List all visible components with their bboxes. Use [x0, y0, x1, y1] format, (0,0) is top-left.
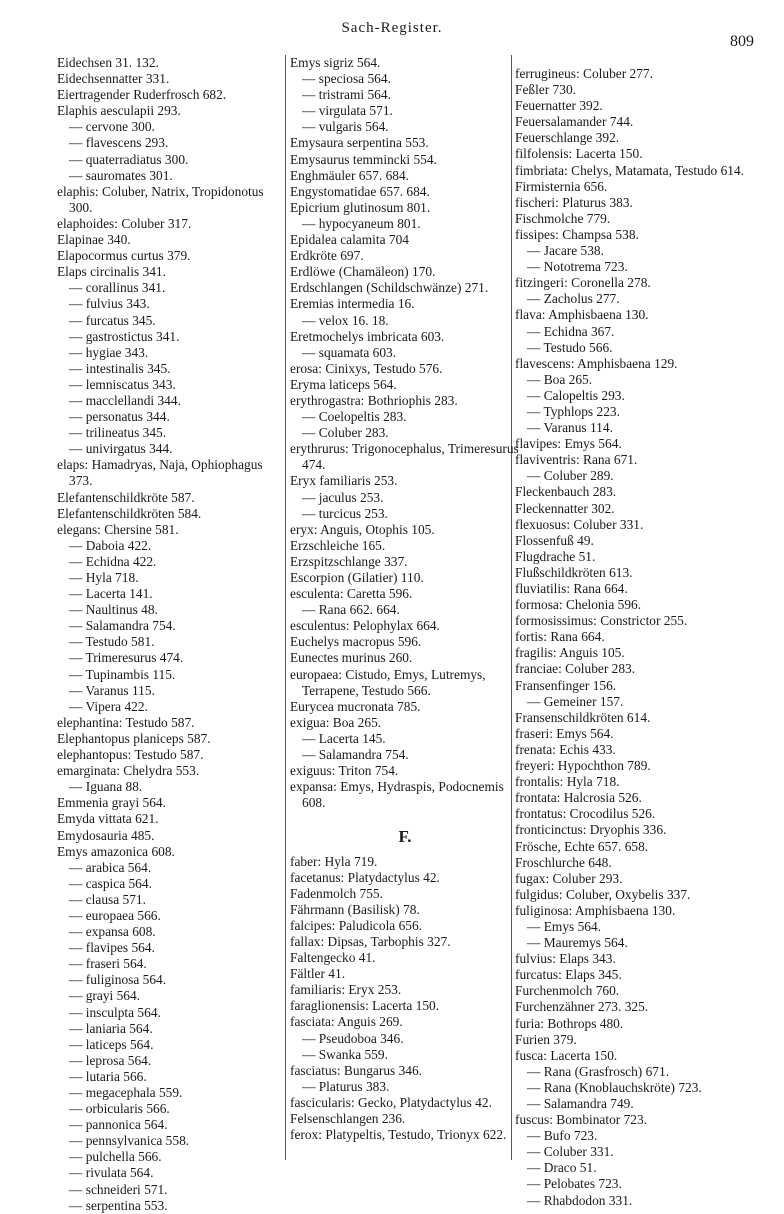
index-entry: — pulchella 566. [69, 1149, 162, 1165]
index-column-1 [57, 55, 279, 1214]
index-entry: Engystomatidae 657. 684. [290, 183, 430, 199]
index-entry: franciae: Coluber 283. [515, 661, 636, 677]
index-entry: — furcatus 345. [69, 312, 156, 328]
index-entry: — schneideri 571. [69, 1181, 168, 1197]
index-entry: formosissimus: Constrictor 255. [515, 613, 688, 629]
index-entry: — Coluber 283. [302, 425, 389, 441]
index-entry: — speciosa 564. [302, 71, 391, 87]
index-entry: ferox: Platypeltis, Testudo, Trionyx 622. [290, 1127, 507, 1143]
index-entry: ferrugineus: Coluber 277. [515, 66, 653, 81]
index-entry: Erdschlangen (Schildschwänze) 271. [290, 280, 489, 296]
index-entry: fasciata: Anguis 269. [290, 1014, 403, 1030]
index-entry: flexuosus: Coluber 331. [515, 516, 644, 532]
index-entry: faraglionensis: Lacerta 150. [290, 998, 440, 1014]
index-entry: — Zacholus 277. [527, 291, 620, 307]
index-entry: esculentus: Pelophylax 664. [290, 618, 440, 634]
index-column-2 [290, 55, 520, 1143]
index-entry: — Bufo 723. [527, 1128, 598, 1144]
index-entry: Enghmäuler 657. 684. [290, 167, 410, 183]
index-entry: — Jacare 538. [527, 243, 604, 259]
index-entry: Furien 379. [515, 1031, 577, 1047]
index-entry: elephantina: Testudo 587. [57, 714, 195, 730]
index-entry: — clausa 571. [69, 891, 146, 907]
index-entry: fuscus: Bombinator 723. [515, 1112, 648, 1128]
index-entry: — Pelobates 723. [527, 1176, 622, 1192]
index-entry: fissipes: Champsa 538. [515, 226, 639, 242]
index-entry: Epidalea calamita 704 [290, 232, 409, 248]
index-entry: falcipes: Paludicola 656. [290, 917, 423, 933]
index-entry: fitzingeri: Coronella 278. [515, 275, 651, 291]
index-entry: — laticeps 564. [69, 1036, 154, 1052]
index-entry: fortis: Rana 664. [515, 629, 605, 645]
index-entry: esculenta: Caretta 596. [290, 586, 413, 602]
index-entry: Feuerschlange 392. [515, 130, 620, 146]
index-entry: — Hyla 718. [69, 570, 139, 585]
index-entry: flavipes: Emys 564. [515, 436, 622, 452]
index-entry: — univirgatus 344. [69, 441, 173, 457]
index-entry: — jaculus 253. [302, 489, 384, 505]
index-entry: fasciatus: Bungarus 346. [290, 1062, 423, 1078]
index-entry: formosa: Chelonia 596. [515, 597, 642, 613]
index-entry: — Coelopeltis 283. [302, 409, 407, 425]
index-entry: furia: Bothrops 480. [515, 1015, 624, 1031]
index-entry: Elaps circinalis 341. [57, 264, 166, 280]
index-entry: Elephantopus planiceps 587. [57, 730, 211, 746]
index-entry: Erzschleiche 165. [290, 537, 386, 553]
index-entry: Feßler 730. [515, 82, 576, 98]
index-entry: expansa: Emys, Hydraspis, Podocnemis 608. [290, 779, 504, 811]
index-entry: — Mauremys 564. [527, 935, 628, 951]
index-entry: — lutaria 566. [69, 1068, 147, 1084]
index-entry: Fleckennatter 302. [515, 500, 615, 516]
index-entry: Elaphis aesculapii 293. [57, 103, 181, 119]
section-letter-heading: F. [398, 827, 412, 847]
index-entry: Fältler 41. [290, 966, 346, 982]
index-entry: fragilis: Anguis 105. [515, 645, 625, 661]
index-entry: Fleckenbauch 283. [515, 484, 617, 500]
index-entry: — grayi 564. [69, 988, 141, 1004]
index-entry: — fuliginosa 564. [69, 972, 167, 988]
index-entry: filfolensis: Lacerta 150. [515, 146, 643, 162]
index-entry: — Iguana 88. [69, 779, 143, 795]
index-entry: — fulvius 343. [69, 296, 150, 312]
index-entry: — rivulata 564. [69, 1165, 154, 1181]
index-entry: — Salamandra 749. [527, 1096, 634, 1111]
index-entry: Erdkröte 697. [290, 248, 364, 264]
index-entry: Furchenzähner 273. 325. [515, 999, 649, 1015]
index-entry: — Rana (Grasfrosch) 671. [527, 1063, 670, 1079]
index-entry: exiguus: Triton 754. [290, 763, 399, 779]
index-entry: Elapocormus curtus 379. [57, 248, 191, 264]
index-entry: fuliginosa: Amphisbaena 130. [515, 902, 676, 918]
index-entry: — caspica 564. [69, 875, 152, 891]
running-header: Sach-Register. [341, 20, 443, 36]
index-entry: — sauromates 301. [69, 167, 173, 183]
index-entry: — intestinalis 345. [69, 360, 171, 376]
index-entry: elaphis: Coluber, Natrix, Tropidonotus 300. [57, 183, 264, 215]
index-entry: — Echidna 367. [527, 323, 615, 339]
index-entry: faber: Hyla 719. [290, 853, 378, 869]
index-entry: flavescens: Amphisbaena 129. [515, 355, 678, 371]
index-entry: Eretmochelys imbricata 603. [290, 328, 445, 344]
index-entry: — megacephala 559. [69, 1085, 183, 1100]
index-entry: Froschlurche 648. [515, 854, 612, 870]
index-entry: — Daboia 422. [69, 537, 152, 553]
index-entry: elaps: Hamadryas, Naja, Ophiophagus 373. [57, 457, 263, 489]
index-entry: fimbriata: Chelys, Matamata, Testudo 614. [515, 162, 745, 178]
index-entry: flaviventris: Rana 671. [515, 452, 638, 468]
index-entry: freyeri: Hypochthon 789. [515, 758, 651, 774]
index-entry: — virgulata 571. [302, 103, 393, 119]
index-entry: frenata: Echis 433. [515, 741, 616, 757]
index-entry: — expansa 608. [69, 924, 156, 940]
index-entry: — Typhlops 223. [527, 403, 620, 419]
index-column-2-top [290, 55, 520, 811]
index-entry: Fransenschildkröten 614. [515, 709, 651, 725]
index-entry: Flossenfuß 49. [515, 532, 594, 548]
index-entry: — flavipes 564. [69, 940, 155, 956]
index-entry: — Platurus 383. [302, 1078, 390, 1094]
index-entry: Elefantenschildkröten 584. [57, 505, 202, 521]
index-entry: fulgidus: Coluber, Oxybelis 337. [515, 886, 691, 902]
index-entry: fusca: Lacerta 150. [515, 1047, 618, 1063]
index-entry: Emmenia grayi 564. [57, 795, 166, 811]
index-entry: — Gemeiner 157. [527, 693, 624, 709]
index-entry: europaea: Cistudo, Emys, Lutremys, Terrapene, Testudo 566. [290, 666, 486, 698]
index-entry: — Swanka 559. [302, 1046, 388, 1062]
index-entry: — quaterradiatus 300. [69, 151, 189, 167]
index-entry: — Draco 51. [527, 1160, 597, 1176]
index-entry: — vulgaris 564. [302, 119, 389, 135]
index-entry: — laniaria 564. [69, 1020, 153, 1036]
index-entry: — Emys 564. [527, 918, 602, 934]
index-entry: Emyda vittata 621. [57, 811, 159, 827]
index-entry: emarginata: Chelydra 553. [57, 763, 200, 779]
index-entry: elegans: Chersine 581. [57, 521, 179, 537]
index-entry: — hygiae 343. [69, 344, 149, 360]
index-entry: Felsenschlangen 236. [290, 1111, 406, 1126]
index-entry: familiaris: Eryx 253. [290, 982, 402, 998]
index-entry: Eidechsennatter 331. [57, 71, 170, 87]
index-entry: — Nototrema 723. [527, 259, 628, 275]
index-entry: fugax: Coluber 293. [515, 870, 623, 886]
index-entry: elaphoides: Coluber 317. [57, 215, 192, 231]
index-entry: — europaea 566. [69, 907, 161, 923]
index-entry: — Varanus 114. [527, 420, 613, 436]
index-entry: Euchelys macropus 596. [290, 634, 422, 650]
index-entry: Frösche, Echte 657. 658. [515, 838, 649, 854]
index-entry: — Lacerta 141. [69, 586, 153, 602]
index-entry: — leprosa 564. [69, 1052, 152, 1068]
index-entry: frontata: Halcrosia 526. [515, 790, 642, 806]
index-entry: Eryma laticeps 564. [290, 376, 397, 392]
index-entry: — fraseri 564. [69, 956, 147, 972]
index-entry: Eiertragender Ruderfrosch 682. [57, 87, 227, 103]
index-entry: Fransenfinger 156. [515, 677, 617, 693]
index-entry: — hypocyaneum 801. [302, 215, 421, 231]
index-entry: — Varanus 115. [69, 682, 155, 698]
index-entry: fluviatilis: Rana 664. [515, 581, 628, 596]
index-entry: — orbicularis 566. [69, 1101, 170, 1117]
index-entry: — arabica 564. [69, 859, 152, 875]
index-entry: — corallinus 341. [69, 280, 166, 296]
index-entry: Eidechsen 31. 132. [57, 55, 159, 70]
index-entry: Emydosauria 485. [57, 827, 155, 843]
index-entry: erythrurus: Trigonocephalus, Trimeresurus 474. [290, 441, 519, 473]
index-entry: fascicularis: Gecko, Platydactylus 42. [290, 1094, 492, 1110]
index-entry: — turcicus 253. [302, 505, 388, 521]
page-number: 809 [730, 33, 754, 50]
column-rule [285, 55, 286, 1160]
index-entry: Emysaura serpentina 553. [290, 135, 429, 151]
index-entry: — Testudo 566. [527, 339, 613, 355]
index-entry: — pannonica 564. [69, 1117, 168, 1133]
index-entry: — serpentina 553. [69, 1197, 168, 1213]
index-entry: — Testudo 581. [69, 634, 155, 650]
index-entry: — tristrami 564. [302, 87, 391, 103]
index-entry: exigua: Boa 265. [290, 714, 382, 730]
index-entry: — Pseudoboa 346. [302, 1030, 404, 1046]
index-entry: erosa: Cinixys, Testudo 576. [290, 360, 443, 376]
index-entry: Feuersalamander 744. [515, 114, 634, 130]
index-entry: — velox 16. 18. [302, 312, 389, 328]
index-entry: — Naultinus 48. [69, 602, 158, 618]
index-entry: — cervone 300. [69, 119, 155, 135]
index-entry: — gastrostictus 341. [69, 328, 180, 344]
index-entry: Furchenmolch 760. [515, 983, 620, 999]
index-entry: elephantopus: Testudo 587. [57, 747, 204, 763]
index-entry: Flußschildkröten 613. [515, 564, 633, 580]
index-entry: Erdlöwe (Chamäleon) 170. [290, 264, 436, 280]
index-entry: Fadenmolch 755. [290, 885, 383, 901]
index-entry: — insculpta 564. [69, 1004, 161, 1020]
index-entry: Emys amazonica 608. [57, 843, 175, 859]
index-entry: — Salamandra 754. [69, 618, 176, 634]
index-entry: fischeri: Platurus 383. [515, 194, 633, 210]
index-entry: Elapinae 340. [57, 232, 131, 248]
index-entry: Eurycea mucronata 785. [290, 698, 421, 714]
index-entry: Flugdrache 51. [515, 548, 596, 564]
index-entry: Emys sigriz 564. [290, 55, 381, 70]
index-entry: — trilineatus 345. [69, 425, 167, 441]
index-entry: — Vipera 422. [69, 698, 148, 714]
index-entry: — Boa 265. [527, 371, 593, 387]
index-entry: — lemniscatus 343. [69, 376, 176, 392]
index-entry: — Coluber 289. [527, 468, 614, 484]
index-entry: — Calopeltis 293. [527, 387, 625, 403]
index-entry: — Salamandra 754. [302, 747, 409, 763]
index-entry: — Echidna 422. [69, 553, 157, 569]
index-entry: — pennsylvanica 558. [69, 1133, 190, 1149]
index-entry: Eunectes murinus 260. [290, 650, 413, 666]
index-entry: frontalis: Hyla 718. [515, 774, 620, 790]
index-entry: facetanus: Platydactylus 42. [290, 869, 440, 885]
index-entry: fulvius: Elaps 343. [515, 951, 616, 967]
index-entry: Fährmann (Basilisk) 78. [290, 901, 420, 917]
index-column-3 [515, 66, 763, 1209]
index-entry: Feuernatter 392. [515, 98, 603, 114]
index-entry: Emysaurus temmincki 554. [290, 151, 437, 167]
index-entry: — Tupinambis 115. [69, 666, 176, 682]
index-entry: — flavescens 293. [69, 135, 169, 151]
index-entry: — Rana 662. 664. [302, 602, 400, 618]
index-entry: erythrogastra: Bothriophis 283. [290, 392, 458, 408]
index-entry: flava: Amphisbaena 130. [515, 307, 649, 323]
index-entry: Escorpion (Gilatier) 110. [290, 570, 424, 585]
index-entry: — macclellandi 344. [69, 392, 181, 408]
index-entry: eryx: Anguis, Otophis 105. [290, 521, 435, 537]
index-entry: furcatus: Elaps 345. [515, 967, 622, 983]
index-entry: fallax: Dipsas, Tarbophis 327. [290, 933, 451, 949]
index-entry: fraseri: Emys 564. [515, 725, 614, 741]
index-entry: frontatus: Crocodilus 526. [515, 806, 656, 822]
index-entry: — Trimeresurus 474. [69, 650, 184, 666]
index-entry: Fischmolche 779. [515, 210, 611, 226]
index-entry: Firmisternia 656. [515, 178, 608, 194]
index-entry: Eremias intermedia 16. [290, 296, 415, 312]
index-entry: Elefantenschildkröte 587. [57, 489, 195, 505]
index-entry: — Lacerta 145. [302, 730, 386, 746]
index-entry: — personatus 344. [69, 409, 170, 425]
index-entry: — Rana (Knoblauchskröte) 723. [527, 1079, 702, 1095]
index-entry: Eryx familiaris 253. [290, 473, 398, 489]
index-entry: — Coluber 331. [527, 1144, 614, 1160]
index-column-2-bottom [290, 854, 520, 1144]
index-entry: Faltengecko 41. [290, 950, 376, 966]
index-entry: fronticinctus: Dryophis 336. [515, 822, 667, 838]
index-entry: Epicrium glutinosum 801. [290, 199, 431, 215]
index-entry: Erzspitzschlange 337. [290, 553, 408, 569]
index-entry: — Rhabdodon 331. [527, 1192, 633, 1208]
index-entry: — squamata 603. [302, 344, 397, 360]
